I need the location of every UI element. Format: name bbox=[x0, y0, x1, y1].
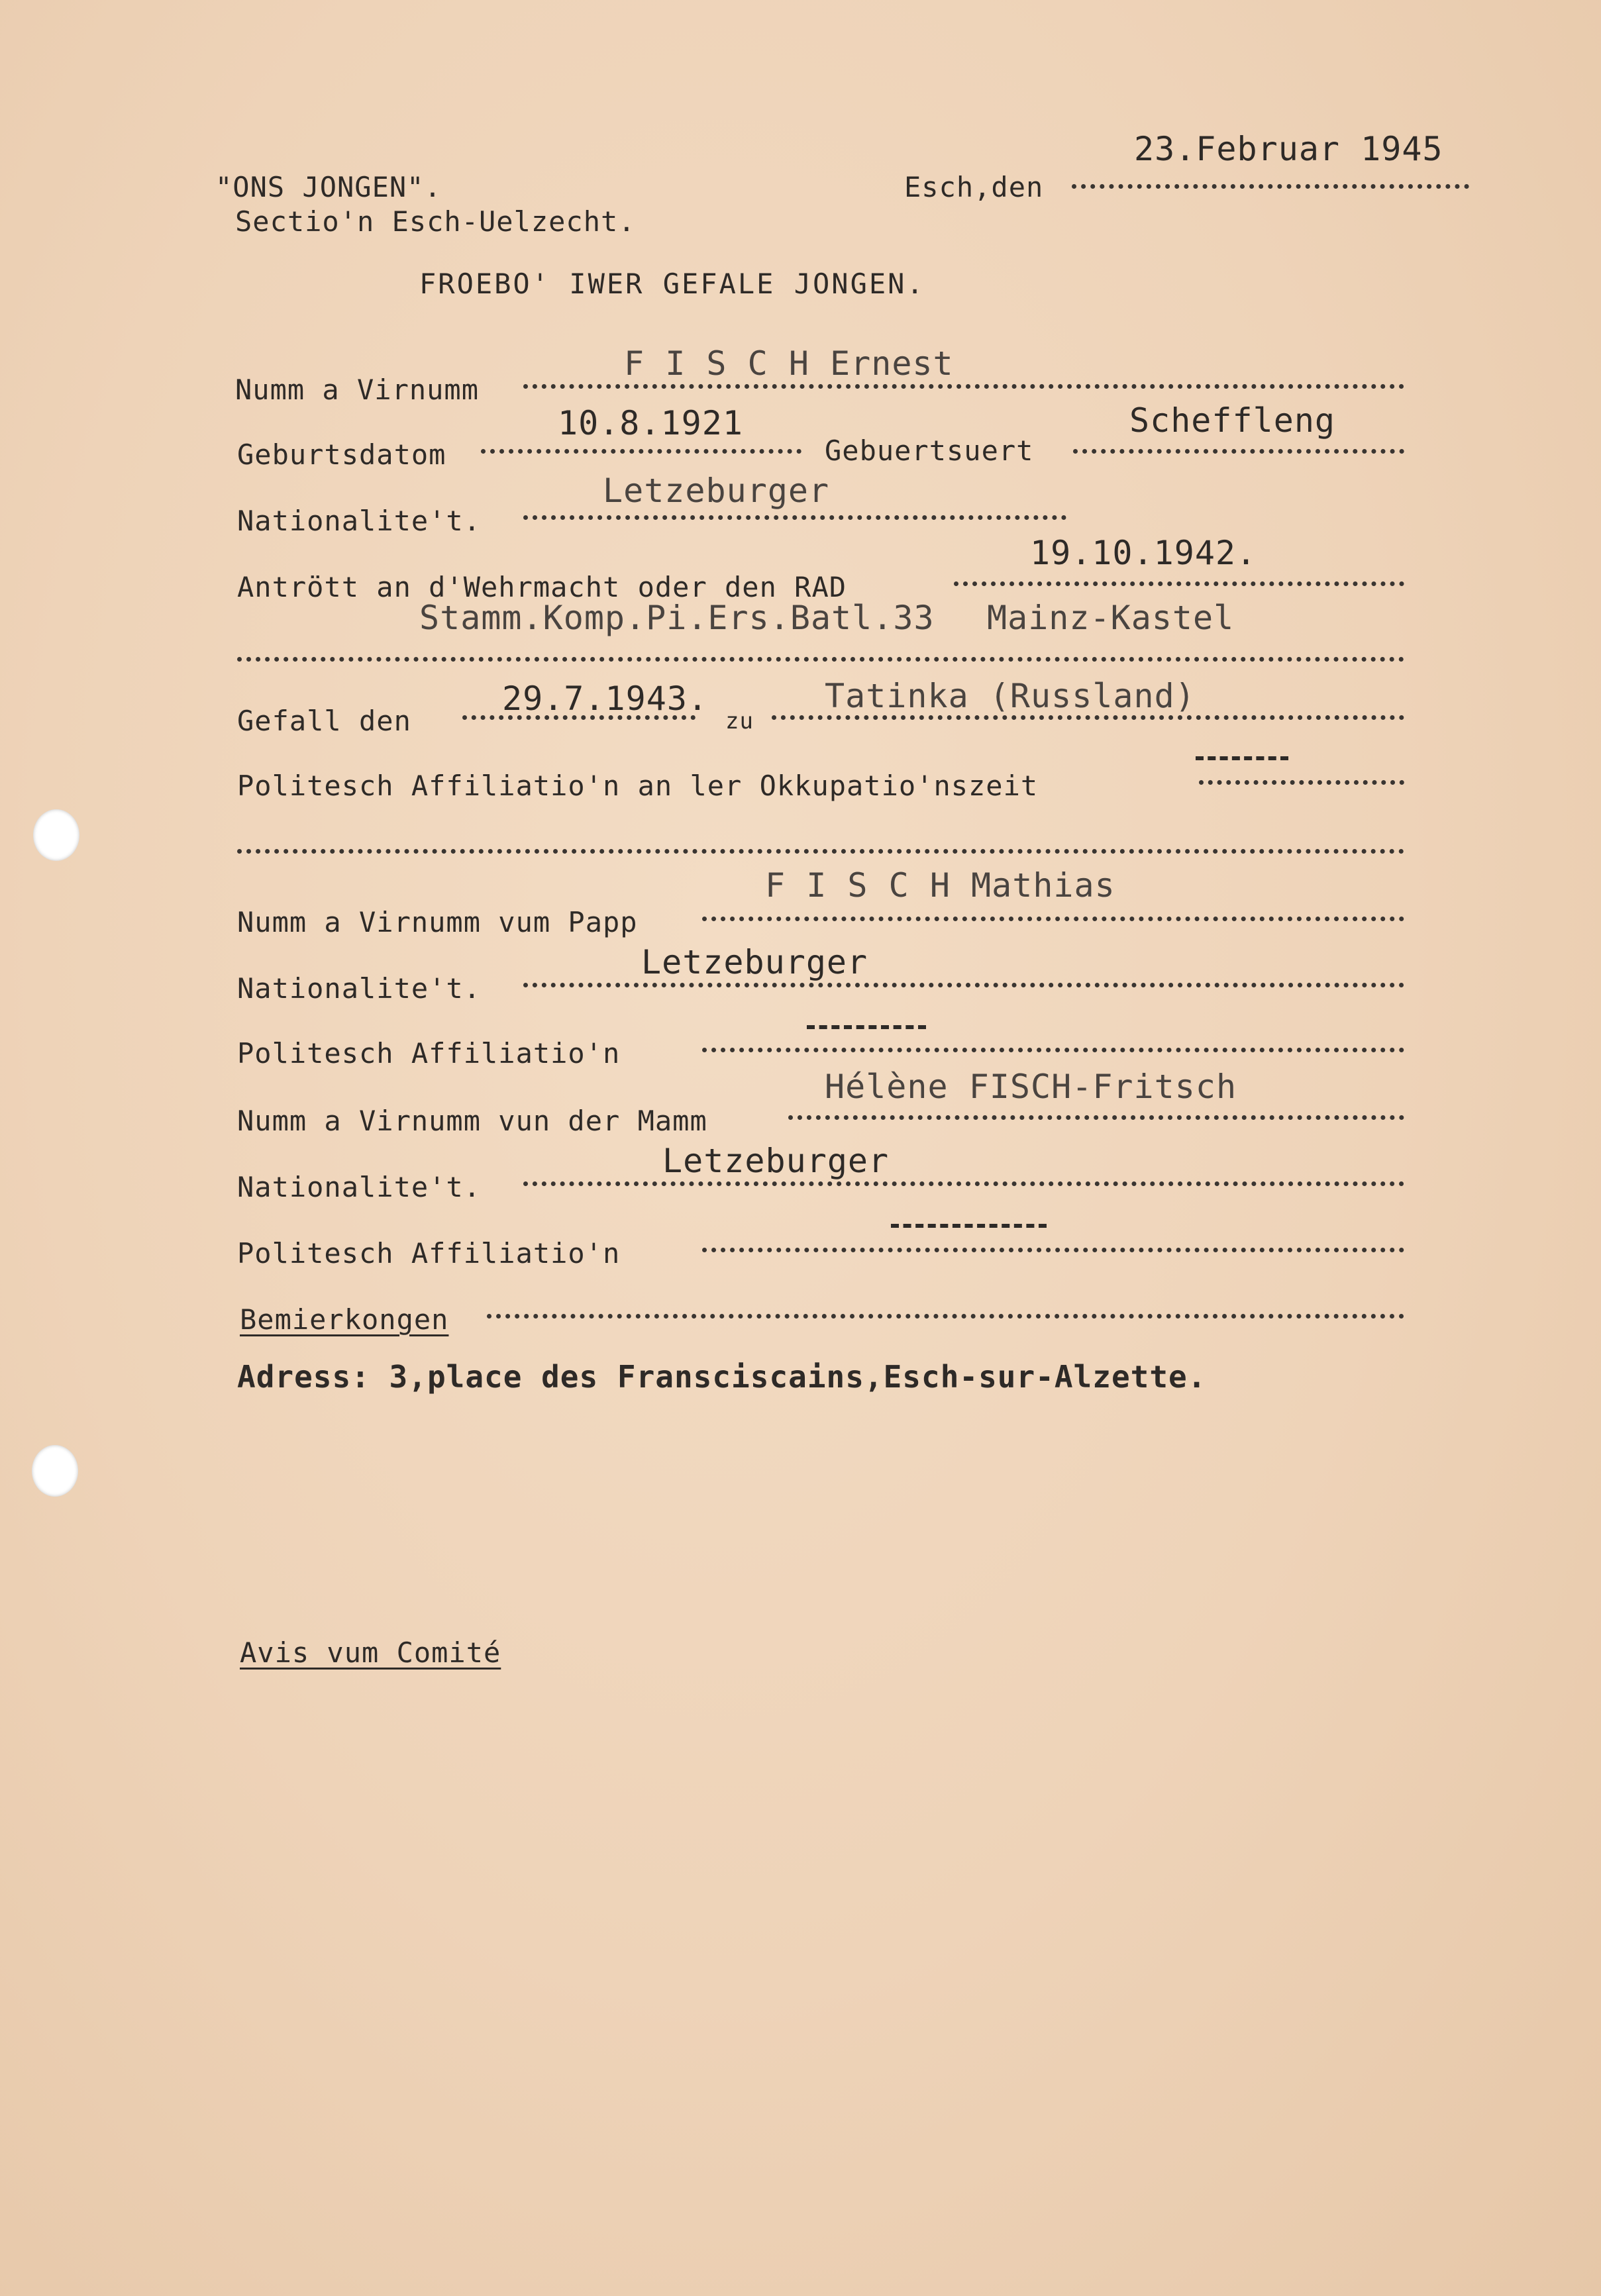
name-dots bbox=[523, 384, 1404, 389]
birthdate-dots bbox=[481, 449, 801, 454]
entry-label: Antrött an d'Wehrmacht oder den RAD bbox=[237, 571, 847, 603]
mother-nationality-value: Letzeburger bbox=[662, 1142, 890, 1180]
nationality-dots bbox=[523, 515, 1066, 520]
mother-nationality-label: Nationalite't. bbox=[237, 1171, 482, 1203]
father-political-none-mark bbox=[807, 1025, 926, 1029]
father-dots bbox=[702, 917, 1404, 921]
remarks-label: Bemierkongen bbox=[240, 1303, 449, 1336]
name-value: F I S C H Ernest bbox=[624, 344, 954, 383]
form-title: FROEBO' IWER GEFALE JONGEN. bbox=[419, 268, 925, 300]
fallen-date-value: 29.7.1943. bbox=[502, 679, 709, 718]
nationality-label: Nationalite't. bbox=[237, 505, 482, 537]
mother-label: Numm a Virnumm vun der Mamm bbox=[237, 1105, 707, 1137]
date-dots bbox=[1072, 184, 1469, 189]
fallen-at-label: zu bbox=[725, 708, 754, 734]
remarks-dots bbox=[487, 1314, 1404, 1319]
father-label: Numm a Virnumm vum Papp bbox=[237, 906, 638, 938]
place-label: Esch,den bbox=[904, 171, 1044, 203]
political-dots bbox=[1199, 780, 1404, 785]
organization-name: "ONS JONGEN". bbox=[215, 171, 442, 203]
mother-political-dots bbox=[702, 1248, 1404, 1252]
father-value: F I S C H Mathias bbox=[765, 866, 1115, 905]
unit-place-value: Mainz-Kastel bbox=[987, 599, 1235, 637]
fallen-place-dots bbox=[772, 715, 1404, 720]
mother-value: Hélène FISCH-Fritsch bbox=[825, 1068, 1237, 1106]
father-nationality-dots bbox=[523, 983, 1404, 987]
political-none-mark bbox=[1196, 756, 1288, 760]
unit-dots bbox=[237, 657, 1404, 662]
father-nationality-value: Letzeburger bbox=[641, 943, 868, 981]
fallen-date-dots bbox=[462, 715, 696, 720]
birthdate-label: Geburtsdatom bbox=[237, 438, 446, 471]
punch-hole-bottom bbox=[32, 1445, 78, 1497]
mother-nationality-dots bbox=[523, 1181, 1404, 1186]
committee-label: Avis vum Comité bbox=[240, 1636, 501, 1669]
punch-hole-top bbox=[33, 809, 79, 861]
birthdate-value: 10.8.1921 bbox=[558, 404, 743, 442]
address-text: Adress: 3,place des Fransciscains,Esch-sur-Alzette. bbox=[237, 1359, 1207, 1395]
fallen-place-value: Tatinka (Russland) bbox=[825, 677, 1196, 715]
father-political-dots bbox=[702, 1048, 1404, 1052]
document-date: 23.Februar 1945 bbox=[1134, 130, 1443, 168]
section-name: Sectio'n Esch-Uelzecht. bbox=[235, 205, 636, 238]
father-political-label: Politesch Affiliatio'n bbox=[237, 1037, 621, 1070]
nationality-value: Letzeburger bbox=[603, 472, 830, 510]
mother-dots bbox=[788, 1115, 1404, 1120]
entry-dots bbox=[954, 581, 1404, 586]
political-label: Politesch Affiliatio'n an ler Okkupatio'nszeit bbox=[237, 770, 1039, 802]
unit-value: Stamm.Komp.Pi.Ers.Batl.33 bbox=[419, 599, 935, 637]
birthplace-dots bbox=[1073, 449, 1404, 454]
birthplace-value: Scheffleng bbox=[1129, 401, 1336, 440]
father-nationality-label: Nationalite't. bbox=[237, 972, 482, 1005]
birthplace-label: Gebuertsuert bbox=[825, 434, 1034, 467]
entry-date-value: 19.10.1942. bbox=[1030, 534, 1257, 572]
name-label: Numm a Virnumm bbox=[235, 374, 480, 406]
mother-political-none-mark bbox=[891, 1224, 1047, 1228]
fallen-label: Gefall den bbox=[237, 705, 411, 737]
political-dots-2 bbox=[237, 849, 1404, 854]
mother-political-label: Politesch Affiliatio'n bbox=[237, 1237, 621, 1270]
